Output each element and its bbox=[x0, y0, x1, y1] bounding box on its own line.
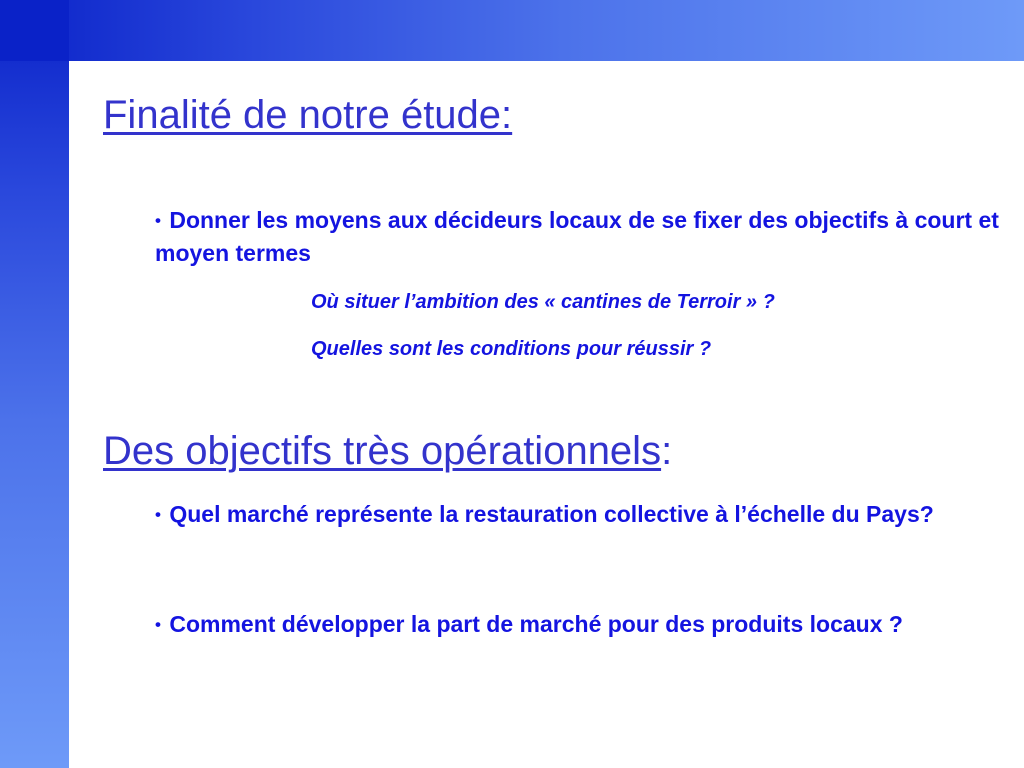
question-ambition: Où situer l’ambition des « cantines de Terroir » ? bbox=[311, 291, 775, 313]
section1-heading bbox=[103, 92, 512, 138]
top-decorative-band bbox=[0, 0, 1024, 61]
section2-heading bbox=[103, 428, 672, 474]
section1-bullet bbox=[155, 204, 1000, 270]
section2-bullet-develop bbox=[155, 608, 1000, 641]
section2-heading-suffix: : bbox=[661, 429, 673, 473]
bullet-marker: • bbox=[155, 505, 161, 524]
section2-heading-text: Des objectifs très opérationnels bbox=[103, 429, 662, 473]
question-conditions: Quelles sont les conditions pour réussir ? bbox=[311, 338, 712, 360]
section1-bullet-text: Donner les moyens aux décideurs locaux de se fixer des objectifs à court et moyen termes bbox=[155, 207, 999, 266]
bullet-marker: • bbox=[155, 211, 161, 230]
bullet-marker: • bbox=[155, 615, 161, 634]
section2-bullet-develop-text: Comment développer la part de marché pour des produits locaux ? bbox=[169, 611, 903, 637]
section2-bullet-market-text: Quel marché représente la restauration collective à l’échelle du Pays? bbox=[169, 501, 934, 527]
section2-bullet-market bbox=[155, 498, 1000, 531]
left-decorative-band bbox=[0, 0, 69, 768]
section1-heading-text: Finalité de notre étude: bbox=[103, 93, 513, 137]
corner-decorative-square bbox=[0, 0, 69, 61]
